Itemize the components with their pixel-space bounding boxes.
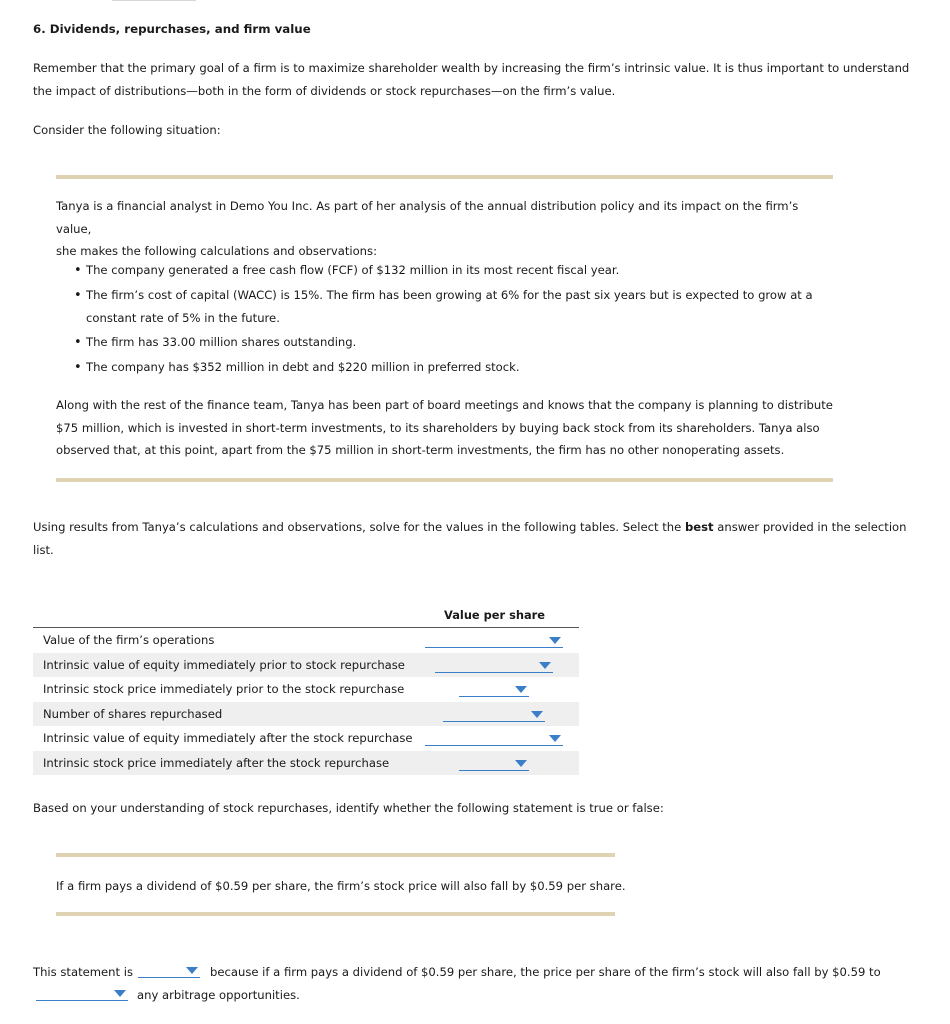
row-label: Number of shares repurchased (43, 706, 223, 721)
answer-line-1 (33, 962, 133, 982)
price-after-dropdown[interactable] (459, 757, 529, 771)
table-row (33, 726, 579, 751)
value-operations-dropdown[interactable] (425, 634, 563, 648)
column-header-value-per-share: Value per share (444, 608, 545, 622)
equity-prior-dropdown[interactable] (435, 659, 553, 673)
table-row (33, 702, 579, 727)
bullet-wacc-line-2: constant rate of 5% in the future. (86, 310, 280, 325)
instructions-line-1 (33, 516, 913, 539)
tf-prompt: Based on your understanding of stock repurchases, identify whether the following statement is true or false: (33, 801, 664, 815)
intro-paragraph (33, 57, 913, 102)
scenario-bullets (74, 259, 814, 380)
chevron-down-icon (186, 967, 198, 974)
bullet-shares: • The firm has 33.00 million shares outstanding. (74, 331, 814, 354)
scenario-outro-line-3: observed that, at this point, apart from the $75 million in short-term investments, the firm has no other nonoperating assets. (56, 443, 785, 457)
instructions-pre: Using results from Tanya’s calculations and observations, solve for the values in the following tables. Select the (33, 520, 685, 534)
instructions (33, 516, 913, 561)
row-label: Intrinsic value of equity immediately after the stock repurchase (43, 731, 413, 745)
row-label: Intrinsic value of equity immediately prior to stock repurchase (43, 657, 405, 672)
row-label: Intrinsic stock price immediately prior to the stock repurchase (43, 682, 405, 696)
scenario-bottom-rule (56, 478, 833, 482)
consider-text: Consider the following situation: (33, 123, 221, 137)
table-row (33, 751, 579, 776)
intro-line-1: Remember that the primary goal of a firm is to maximize shareholder wealth by increasing the firm’s intrinsic value. It is thus important to understand (33, 61, 910, 75)
chevron-down-icon (114, 990, 126, 997)
row-label: Value of the firm’s operations (43, 633, 215, 647)
chevron-down-icon (549, 735, 561, 742)
price-prior-dropdown[interactable] (459, 683, 529, 697)
table-row (33, 677, 579, 702)
bullet-wacc-line-1: The firm’s cost of capital (WACC) is 15%. The firm has been growing at 6% for the past six years but is expected to grow at a (86, 287, 813, 302)
chevron-down-icon (531, 711, 543, 718)
instructions-bold: best (684, 520, 714, 534)
statement-top-rule (56, 853, 615, 857)
table-row (33, 628, 579, 653)
scenario-top-rule (56, 175, 833, 179)
scenario-outro-line-1: Along with the rest of the finance team, Tanya has been part of board meetings and knows that the company is planning to distribute (56, 398, 833, 412)
answer-mid: because if a firm pays a dividend of $0.59 per share, the price per share of the firm’s stock will also fall by $0.59 to (210, 965, 881, 979)
section-title: 6. Dividends, repurchases, and firm value (33, 22, 311, 36)
equity-after-dropdown[interactable] (425, 732, 563, 746)
bullet-wacc (74, 284, 814, 307)
true-false-dropdown[interactable] (138, 964, 200, 978)
scenario-intro (56, 195, 836, 263)
bullet-wacc-cont (74, 307, 814, 330)
instructions-post: answer provided in the selection (713, 520, 907, 534)
bullet-fcf: • The company generated a free cash flow (FCF) of $132 million in its most recent fiscal year. (74, 259, 814, 282)
answer-pre: This statement is (33, 965, 134, 979)
instructions-line-2: list. (33, 542, 54, 557)
bullet-debt: • The company has $352 million in debt and $220 million in preferred stock. (74, 356, 814, 379)
tf-statement: If a firm pays a dividend of $0.59 per share, the firm’s stock price will also fall by $0.59 per share. (56, 879, 626, 893)
row-label: Intrinsic stock price immediately after the stock repurchase (43, 755, 390, 770)
chevron-down-icon (549, 637, 561, 644)
scenario-intro-line-2: she makes the following calculations and observations: (56, 244, 377, 258)
scenario-outro (56, 394, 836, 462)
intro-line-2: the impact of distributions—both in the form of dividends or stock repurchases—on the firm’s value. (33, 83, 616, 98)
arbitrage-dropdown[interactable] (36, 987, 128, 1001)
chevron-down-icon (515, 760, 527, 767)
scenario-outro-line-2: $75 million, which is invested in short-term investments, to its shareholders by buying back stock from its shareholders. Tanya also (56, 420, 820, 435)
shares-repurchased-dropdown[interactable] (443, 708, 545, 722)
answer-post: any arbitrage opportunities. (137, 988, 300, 1002)
chevron-down-icon (539, 662, 551, 669)
statement-bottom-rule (56, 912, 615, 916)
table-row (33, 653, 579, 678)
chevron-down-icon (515, 686, 527, 693)
scenario-intro-line-1: Tanya is a financial analyst in Demo You Inc. As part of her analysis of the annual distribution policy and its impact on the firm’s value, (56, 199, 799, 236)
top-divider (112, 0, 196, 1)
value-table (33, 608, 579, 775)
